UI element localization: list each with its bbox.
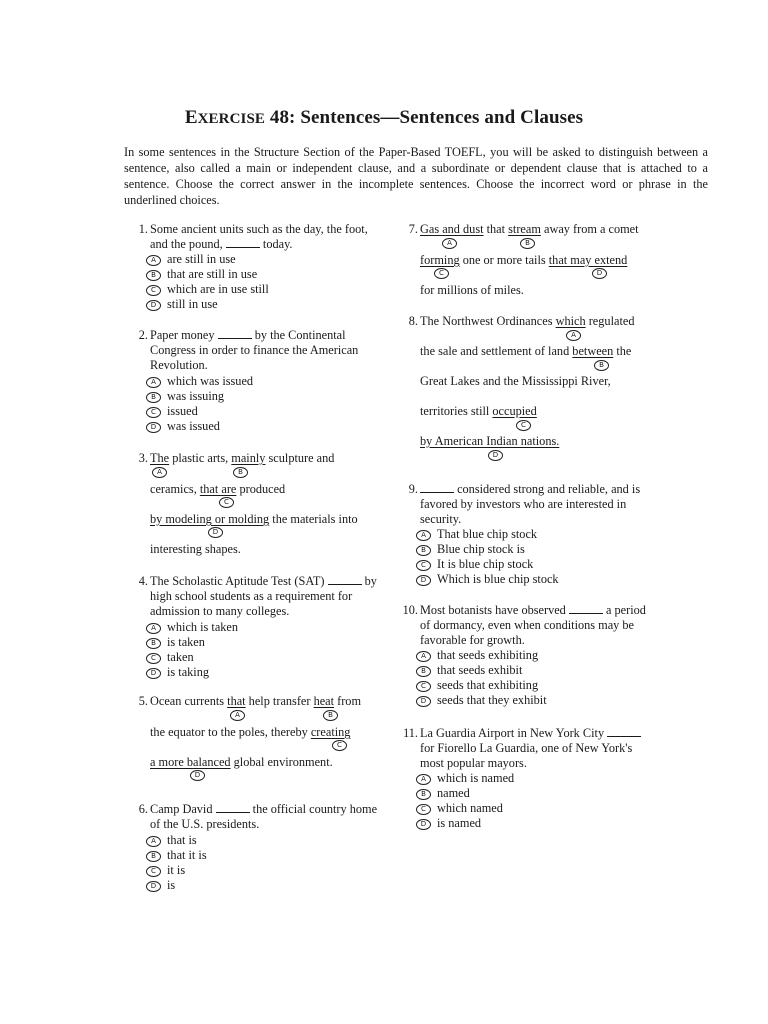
option-b-badge: B xyxy=(146,851,161,862)
option-b[interactable]: B Blue chip stock is xyxy=(416,542,559,557)
exercise-page: EXERCISE 48: Sentences—Sentences and Clauses In some sentences in the Structure Section of the Paper-Based TOEFL, you will be asked to distinguish between a sentence, also called a main or independent clause, and a subordinate or dependent clause that is attached to a sentence. Choose the correct answer in the incomplete sentences. Choose the incorrect word or phrase in the underlined choices. 1. Some ancient units such as the day, the foot, and the pound, today. A are still in use B that are still in use C which are in use still D still in use 2. Paper money by the Continental Congress in order to finance the American Revolution. A which was issued B was issuing C issued D was issued 3. The plastic arts, mainly sculpture and A B ceramics, that are produced C by modeling or molding the materials into D interesting shapes. 4. The Scholastic Aptitude Test (SAT) by high school students as a requirement for admission to many colleges. A which is taken B is taken C taken D is taking 5. Ocean currents that help transfer heat from A B the equator to the poles, thereby creating C a more balanced global environment. D 6. Camp David the official country home of the U.S. presidents. A that is B that it is C it is D is 7. Gas and dust that stream away from a comet A B forming one or more tails that may extend C D for millions of miles. 8. The Northwest Ordinances which regulated A the sale and settlement of land between the B Great Lakes and the Mississippi River, territories still occupied C by American Indian nations. D 9. considered strong and reliable, and is favored by investors who are interested in security. A That blue chip stock B Blue chip stock is C It is blue chip stock D Which is blue chip stock 10. Most botanists have observed a period of dormancy, even when conditions may be favorable for growth. A that seeds exhibiting B that seeds exhibit C seeds that exhibiting D seeds that they exhibit 11. La Guardia Airport in New York City for Fiorello La Guardia, one of New York's most popular mayors. A which is named B named C which named D is named xyxy=(0,0,768,1024)
question-line: the equator to the poles, thereby creating xyxy=(150,725,351,739)
option-b[interactable]: B that seeds exhibit xyxy=(416,663,547,678)
instructions: In some sentences in the Structure Section of the Paper-Based TOEFL, you will be asked to distinguish between a sentence, also called a main or independent clause, and a subordinate or dependent clause that is attached to a sentence. Choose the correct answer in the incomplete sentences. Choose the incorrect word or phrase in the underlined choices. xyxy=(124,145,708,207)
question-line: by modeling or molding the materials into xyxy=(150,512,358,526)
option-b[interactable]: B was issuing xyxy=(146,389,253,404)
option-d[interactable]: D seeds that they exhibit xyxy=(416,693,547,708)
option-list xyxy=(146,833,207,893)
option-b[interactable]: B is taken xyxy=(146,635,238,650)
option-b[interactable]: B named xyxy=(416,786,514,801)
question-stem: considered strong and reliable, and is favored by investors who are interested in security. xyxy=(420,482,641,526)
choice-d-mark[interactable]: D xyxy=(190,770,205,781)
choice-c-mark[interactable]: C xyxy=(434,268,449,279)
choice-d-mark[interactable]: D xyxy=(592,268,607,279)
answer-blank xyxy=(607,726,641,737)
answer-blank xyxy=(420,482,454,493)
option-d[interactable]: D was issued xyxy=(146,419,253,434)
option-a[interactable]: A that is xyxy=(146,833,207,848)
choice-a-mark[interactable]: A xyxy=(152,467,167,478)
option-d-badge: D xyxy=(146,668,161,679)
question-stem: The Scholastic Aptitude Test (SAT) by high school students as a requirement for admission to many colleges. xyxy=(150,574,377,618)
question-line: Ocean currents that help transfer heat from xyxy=(150,694,362,708)
option-a[interactable]: A That blue chip stock xyxy=(416,527,559,542)
option-list xyxy=(146,252,269,312)
option-list xyxy=(416,527,559,587)
choice-a-mark[interactable]: A xyxy=(566,330,581,341)
question-stem: Camp David the official country home of the U.S. presidents. xyxy=(150,802,378,831)
option-d-badge: D xyxy=(416,696,431,707)
choice-c-mark[interactable]: C xyxy=(332,740,347,751)
option-list xyxy=(416,648,547,708)
option-a-badge: A xyxy=(416,774,431,785)
option-c[interactable]: C It is blue chip stock xyxy=(416,557,559,572)
choice-a-mark[interactable]: A xyxy=(442,238,457,249)
answer-blank xyxy=(218,328,252,339)
option-a-badge: A xyxy=(146,377,161,388)
option-c[interactable]: C which named xyxy=(416,801,514,816)
question-stem: Most botanists have observed a period of dormancy, even when conditions may be favorable for growth. xyxy=(420,603,646,647)
answer-blank xyxy=(226,237,260,248)
option-d-badge: D xyxy=(146,300,161,311)
option-b[interactable]: B that are still in use xyxy=(146,267,269,282)
choice-d-mark[interactable]: D xyxy=(488,450,503,461)
option-d-badge: D xyxy=(146,422,161,433)
option-d-badge: D xyxy=(146,881,161,892)
option-b-badge: B xyxy=(146,638,161,649)
option-a[interactable]: A which is named xyxy=(416,771,514,786)
question-stem: La Guardia Airport in New York City for Fiorello La Guardia, one of New York's most popular mayors. xyxy=(420,726,648,771)
choice-a-mark[interactable]: A xyxy=(230,710,245,721)
option-b[interactable]: B that it is xyxy=(146,848,207,863)
option-d[interactable]: D Which is blue chip stock xyxy=(416,572,559,587)
choice-b-mark[interactable]: B xyxy=(233,467,248,478)
option-c[interactable]: C it is xyxy=(146,863,207,878)
question-line: for millions of miles. xyxy=(420,283,524,297)
answer-blank xyxy=(216,802,250,813)
question-stem: Paper money by the Continental Congress in order to finance the American Revolution. xyxy=(150,328,359,372)
choice-b-mark[interactable]: B xyxy=(323,710,338,721)
option-c-badge: C xyxy=(416,560,431,571)
option-b-badge: B xyxy=(416,789,431,800)
option-c[interactable]: C issued xyxy=(146,404,253,419)
option-c[interactable]: C taken xyxy=(146,650,238,665)
option-d[interactable]: D is xyxy=(146,878,207,893)
question-line: by American Indian nations. xyxy=(420,434,560,448)
question-line: The plastic arts, mainly sculpture and xyxy=(150,451,335,465)
option-b-badge: B xyxy=(146,392,161,403)
option-a-badge: A xyxy=(146,623,161,634)
question-line: ceramics, that are produced xyxy=(150,482,286,496)
page-title: EXERCISE 48: Sentences—Sentences and Clauses xyxy=(184,107,584,128)
option-c-badge: C xyxy=(146,653,161,664)
choice-d-mark[interactable]: D xyxy=(208,527,223,538)
option-a-badge: A xyxy=(146,836,161,847)
choice-b-mark[interactable]: B xyxy=(594,360,609,371)
option-b-badge: B xyxy=(416,545,431,556)
answer-blank xyxy=(569,603,603,614)
option-c[interactable]: C seeds that exhibiting xyxy=(416,678,547,693)
option-d-badge: D xyxy=(416,575,431,586)
question-line: interesting shapes. xyxy=(150,542,241,556)
option-list xyxy=(146,374,253,434)
answer-blank xyxy=(328,574,362,585)
question-line: a more balanced global environment. xyxy=(150,755,333,769)
option-a[interactable]: A that seeds exhibiting xyxy=(416,648,547,663)
option-b-badge: B xyxy=(146,270,161,281)
option-a[interactable]: A which is taken xyxy=(146,620,238,635)
option-d[interactable]: D is named xyxy=(416,816,514,831)
question-line: the sale and settlement of land between the xyxy=(420,344,632,358)
question-line: forming one or more tails that may extend xyxy=(420,253,628,267)
option-list xyxy=(416,771,514,831)
option-c-badge: C xyxy=(146,285,161,296)
question-stem: Some ancient units such as the day, the foot, and the pound, today. xyxy=(150,222,368,251)
option-d-badge: D xyxy=(416,819,431,830)
question-line: Gas and dust that stream away from a comet xyxy=(420,222,639,236)
option-a-badge: A xyxy=(146,255,161,266)
option-b-badge: B xyxy=(416,666,431,677)
choice-c-mark[interactable]: C xyxy=(516,420,531,431)
option-d[interactable]: D still in use xyxy=(146,297,269,312)
choice-b-mark[interactable]: B xyxy=(520,238,535,249)
option-c[interactable]: C which are in use still xyxy=(146,282,269,297)
option-a-badge: A xyxy=(416,530,431,541)
option-a[interactable]: A which was issued xyxy=(146,374,253,389)
question-line: The Northwest Ordinances which regulated xyxy=(420,314,635,328)
question-line: Great Lakes and the Mississippi River, xyxy=(420,374,611,388)
option-c-badge: C xyxy=(416,804,431,815)
option-c-badge: C xyxy=(146,407,161,418)
option-c-badge: C xyxy=(146,866,161,877)
choice-c-mark[interactable]: C xyxy=(219,497,234,508)
option-list xyxy=(146,620,238,680)
question-line: territories still occupied xyxy=(420,404,537,418)
option-d[interactable]: D is taking xyxy=(146,665,238,680)
option-a-badge: A xyxy=(416,651,431,662)
option-c-badge: C xyxy=(416,681,431,692)
option-a[interactable]: A are still in use xyxy=(146,252,269,267)
